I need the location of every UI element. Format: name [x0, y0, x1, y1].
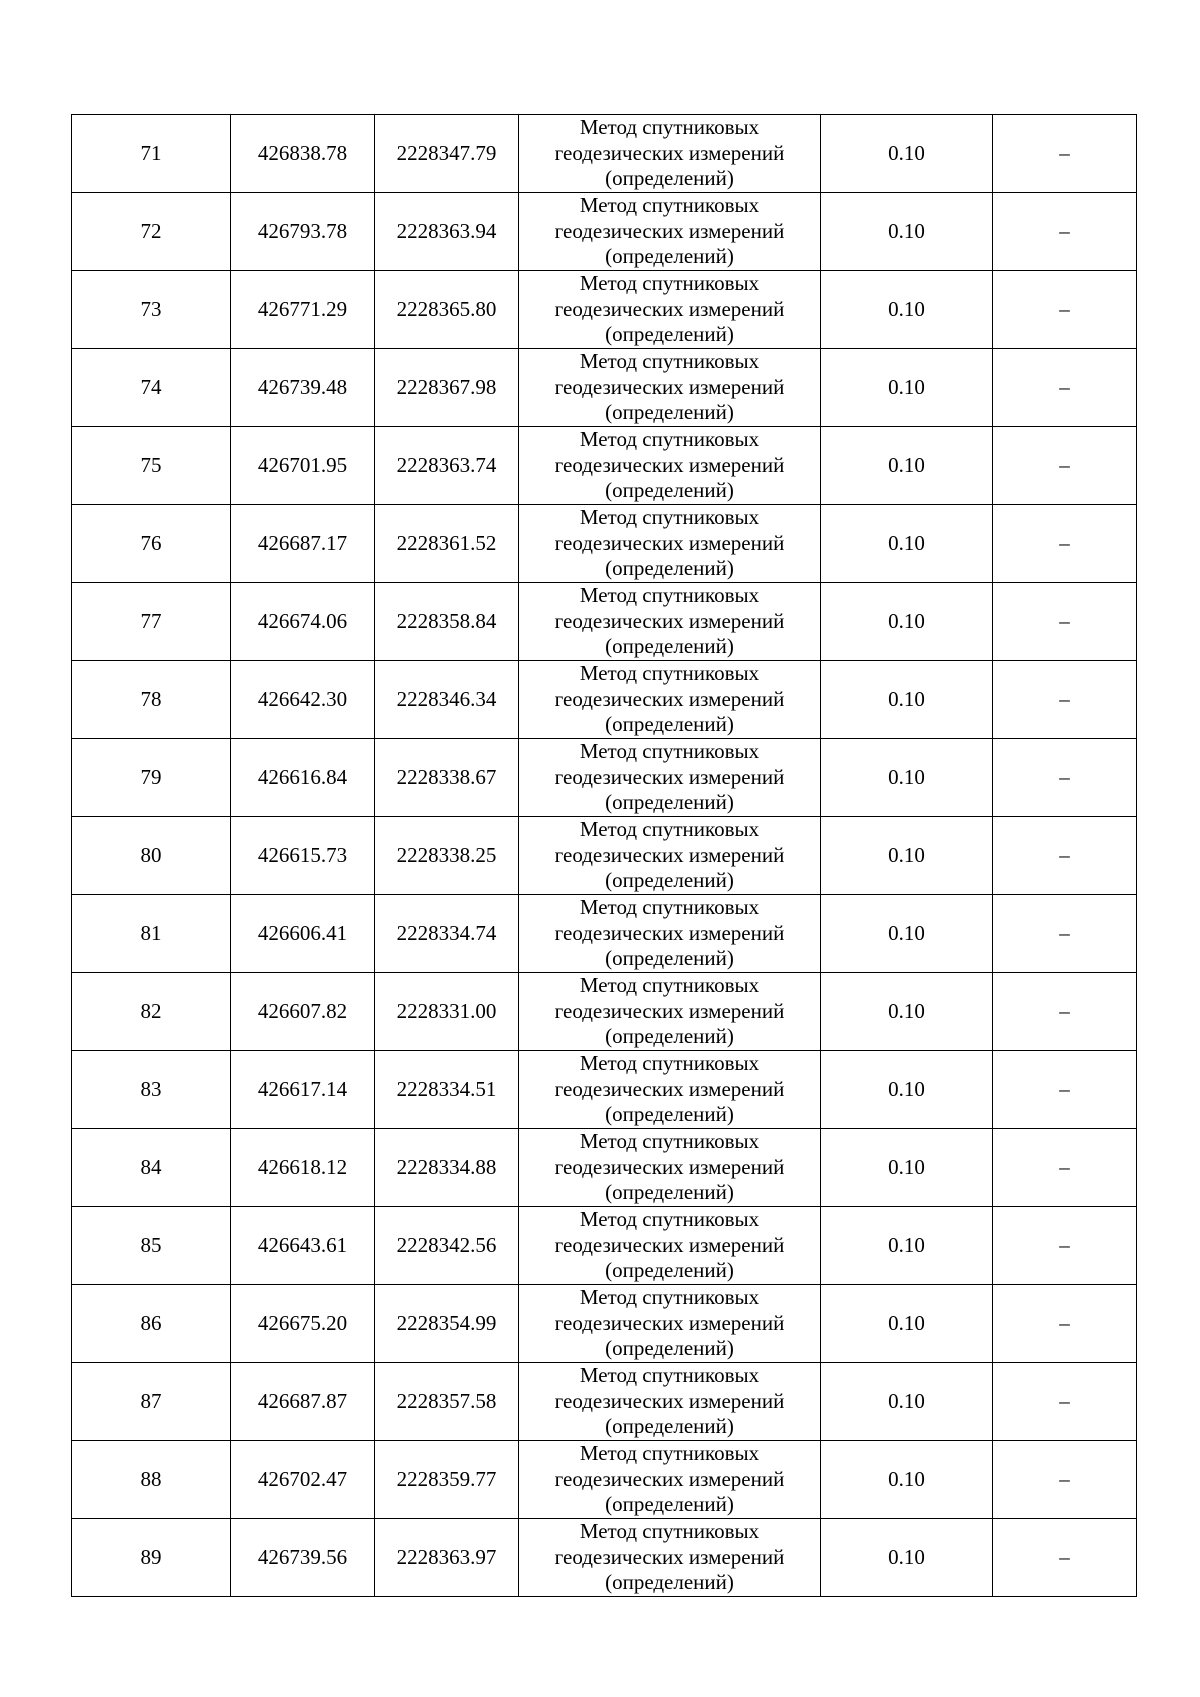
y-coordinate-cell: 2228363.97 — [375, 1519, 519, 1597]
method-line: геодезических измерений — [554, 920, 785, 945]
method-line: геодезических измерений — [554, 452, 785, 477]
point-number-cell: 84 — [72, 1129, 231, 1207]
y-coordinate-cell: 2228358.84 — [375, 583, 519, 661]
point-number-cell: 79 — [72, 739, 231, 817]
accuracy-cell: 0.10 — [821, 115, 993, 193]
method-cell — [519, 1363, 821, 1441]
table-row — [72, 973, 1137, 1051]
x-coordinate-cell: 426607.82 — [231, 973, 375, 1051]
method-line: геодезических измерений — [554, 1388, 785, 1413]
method-line: (определений) — [605, 1570, 734, 1595]
method-line: Метод спутниковых — [579, 505, 760, 530]
dash-cell: – — [993, 1363, 1137, 1441]
accuracy-cell: 0.10 — [821, 817, 993, 895]
method-line: Метод спутниковых — [579, 271, 760, 296]
table-row — [72, 193, 1137, 271]
method-cell — [519, 349, 821, 427]
x-coordinate-cell: 426615.73 — [231, 817, 375, 895]
method-line: (определений) — [605, 1258, 734, 1283]
y-coordinate-cell: 2228354.99 — [375, 1285, 519, 1363]
y-coordinate-cell: 2228334.51 — [375, 1051, 519, 1129]
method-line: геодезических измерений — [554, 1466, 785, 1491]
method-line: (определений) — [605, 1492, 734, 1517]
point-number-cell: 83 — [72, 1051, 231, 1129]
method-cell — [519, 115, 821, 193]
dash-cell: – — [993, 661, 1137, 739]
x-coordinate-cell: 426675.20 — [231, 1285, 375, 1363]
point-number-cell: 74 — [72, 349, 231, 427]
method-cell — [519, 193, 821, 271]
y-coordinate-cell: 2228342.56 — [375, 1207, 519, 1285]
dash-cell: – — [993, 505, 1137, 583]
table-row — [72, 895, 1137, 973]
method-line: Метод спутниковых — [579, 817, 760, 842]
y-coordinate-cell: 2228334.88 — [375, 1129, 519, 1207]
dash-cell: – — [993, 583, 1137, 661]
accuracy-cell: 0.10 — [821, 271, 993, 349]
dash-cell: – — [993, 271, 1137, 349]
point-number-cell: 89 — [72, 1519, 231, 1597]
method-line: Метод спутниковых — [579, 1363, 760, 1388]
table-row — [72, 583, 1137, 661]
point-number-cell: 80 — [72, 817, 231, 895]
table-row — [72, 1207, 1137, 1285]
coordinates-table — [71, 114, 1137, 1597]
accuracy-cell: 0.10 — [821, 895, 993, 973]
x-coordinate-cell: 426674.06 — [231, 583, 375, 661]
method-cell — [519, 895, 821, 973]
table-row — [72, 661, 1137, 739]
method-line: (определений) — [605, 946, 734, 971]
point-number-cell: 82 — [72, 973, 231, 1051]
point-number-cell: 87 — [72, 1363, 231, 1441]
method-line: геодезических измерений — [554, 530, 785, 555]
method-line: (определений) — [605, 1414, 734, 1439]
method-cell — [519, 817, 821, 895]
x-coordinate-cell: 426701.95 — [231, 427, 375, 505]
method-cell — [519, 739, 821, 817]
table-row — [72, 349, 1137, 427]
x-coordinate-cell: 426617.14 — [231, 1051, 375, 1129]
accuracy-cell: 0.10 — [821, 1207, 993, 1285]
accuracy-cell: 0.10 — [821, 1363, 993, 1441]
table-row — [72, 1441, 1137, 1519]
method-line: Метод спутниковых — [579, 973, 760, 998]
accuracy-cell: 0.10 — [821, 1051, 993, 1129]
method-line: геодезических измерений — [554, 842, 785, 867]
method-cell — [519, 583, 821, 661]
method-line: Метод спутниковых — [579, 895, 760, 920]
table-row — [72, 115, 1137, 193]
accuracy-cell: 0.10 — [821, 193, 993, 271]
y-coordinate-cell: 2228334.74 — [375, 895, 519, 973]
method-line: Метод спутниковых — [579, 583, 760, 608]
coordinates-table-body — [72, 115, 1137, 1597]
accuracy-cell: 0.10 — [821, 739, 993, 817]
accuracy-cell: 0.10 — [821, 1519, 993, 1597]
method-cell — [519, 1051, 821, 1129]
dash-cell: – — [993, 895, 1137, 973]
accuracy-cell: 0.10 — [821, 583, 993, 661]
point-number-cell: 71 — [72, 115, 231, 193]
table-row — [72, 427, 1137, 505]
dash-cell: – — [993, 1285, 1137, 1363]
method-line: геодезических измерений — [554, 1544, 785, 1569]
method-line: (определений) — [605, 400, 734, 425]
x-coordinate-cell: 426618.12 — [231, 1129, 375, 1207]
method-line: геодезических измерений — [554, 998, 785, 1023]
y-coordinate-cell: 2228331.00 — [375, 973, 519, 1051]
point-number-cell: 86 — [72, 1285, 231, 1363]
table-row — [72, 1285, 1137, 1363]
x-coordinate-cell: 426771.29 — [231, 271, 375, 349]
accuracy-cell: 0.10 — [821, 661, 993, 739]
point-number-cell: 76 — [72, 505, 231, 583]
x-coordinate-cell: 426606.41 — [231, 895, 375, 973]
table-row — [72, 1129, 1137, 1207]
y-coordinate-cell: 2228363.74 — [375, 427, 519, 505]
method-line: геодезических измерений — [554, 1310, 785, 1335]
method-line: Метод спутниковых — [579, 427, 760, 452]
dash-cell: – — [993, 973, 1137, 1051]
method-line: Метод спутниковых — [579, 1519, 760, 1544]
y-coordinate-cell: 2228361.52 — [375, 505, 519, 583]
dash-cell: – — [993, 739, 1137, 817]
method-line: (определений) — [605, 556, 734, 581]
accuracy-cell: 0.10 — [821, 1441, 993, 1519]
method-line: геодезических измерений — [554, 218, 785, 243]
dash-cell: – — [993, 1129, 1137, 1207]
x-coordinate-cell: 426687.17 — [231, 505, 375, 583]
method-line: (определений) — [605, 478, 734, 503]
x-coordinate-cell: 426793.78 — [231, 193, 375, 271]
x-coordinate-cell: 426616.84 — [231, 739, 375, 817]
method-line: геодезических измерений — [554, 1076, 785, 1101]
method-line: геодезических измерений — [554, 1154, 785, 1179]
accuracy-cell: 0.10 — [821, 1285, 993, 1363]
dash-cell: – — [993, 817, 1137, 895]
method-cell — [519, 1129, 821, 1207]
point-number-cell: 73 — [72, 271, 231, 349]
x-coordinate-cell: 426739.48 — [231, 349, 375, 427]
method-line: Метод спутниковых — [579, 1051, 760, 1076]
point-number-cell: 75 — [72, 427, 231, 505]
dash-cell: – — [993, 193, 1137, 271]
y-coordinate-cell: 2228346.34 — [375, 661, 519, 739]
method-line: (определений) — [605, 790, 734, 815]
method-line: (определений) — [605, 244, 734, 269]
dash-cell: – — [993, 1441, 1137, 1519]
dash-cell: – — [993, 115, 1137, 193]
method-line: (определений) — [605, 1102, 734, 1127]
x-coordinate-cell: 426687.87 — [231, 1363, 375, 1441]
table-row — [72, 817, 1137, 895]
method-line: Метод спутниковых — [579, 1129, 760, 1154]
accuracy-cell: 0.10 — [821, 505, 993, 583]
method-cell — [519, 973, 821, 1051]
dash-cell: – — [993, 1519, 1137, 1597]
table-row — [72, 1051, 1137, 1129]
y-coordinate-cell: 2228347.79 — [375, 115, 519, 193]
method-line: (определений) — [605, 322, 734, 347]
dash-cell: – — [993, 1051, 1137, 1129]
method-line: геодезических измерений — [554, 764, 785, 789]
y-coordinate-cell: 2228363.94 — [375, 193, 519, 271]
table-row — [72, 505, 1137, 583]
method-line: Метод спутниковых — [579, 1207, 760, 1232]
x-coordinate-cell: 426642.30 — [231, 661, 375, 739]
y-coordinate-cell: 2228367.98 — [375, 349, 519, 427]
x-coordinate-cell: 426702.47 — [231, 1441, 375, 1519]
y-coordinate-cell: 2228365.80 — [375, 271, 519, 349]
table-row — [72, 271, 1137, 349]
method-line: (определений) — [605, 166, 734, 191]
method-line: (определений) — [605, 712, 734, 737]
method-cell — [519, 1207, 821, 1285]
x-coordinate-cell: 426643.61 — [231, 1207, 375, 1285]
method-line: Метод спутниковых — [579, 1285, 760, 1310]
point-number-cell: 77 — [72, 583, 231, 661]
accuracy-cell: 0.10 — [821, 1129, 993, 1207]
method-line: (определений) — [605, 1024, 734, 1049]
point-number-cell: 72 — [72, 193, 231, 271]
method-line: Метод спутниковых — [579, 1441, 760, 1466]
method-line: Метод спутниковых — [579, 739, 760, 764]
method-line: (определений) — [605, 1180, 734, 1205]
point-number-cell: 81 — [72, 895, 231, 973]
method-cell — [519, 427, 821, 505]
method-cell — [519, 661, 821, 739]
y-coordinate-cell: 2228357.58 — [375, 1363, 519, 1441]
method-line: геодезических измерений — [554, 686, 785, 711]
method-cell — [519, 271, 821, 349]
point-number-cell: 78 — [72, 661, 231, 739]
table-row — [72, 739, 1137, 817]
dash-cell: – — [993, 427, 1137, 505]
method-line: геодезических измерений — [554, 1232, 785, 1257]
method-line: геодезических измерений — [554, 374, 785, 399]
method-line: (определений) — [605, 634, 734, 659]
y-coordinate-cell: 2228338.67 — [375, 739, 519, 817]
method-line: (определений) — [605, 1336, 734, 1361]
method-cell — [519, 505, 821, 583]
method-line: геодезических измерений — [554, 608, 785, 633]
table-row — [72, 1519, 1137, 1597]
method-line: Метод спутниковых — [579, 349, 760, 374]
accuracy-cell: 0.10 — [821, 973, 993, 1051]
method-line: геодезических измерений — [554, 296, 785, 321]
table-row — [72, 1363, 1137, 1441]
accuracy-cell: 0.10 — [821, 427, 993, 505]
method-line: Метод спутниковых — [579, 115, 760, 140]
method-cell — [519, 1519, 821, 1597]
method-line: геодезических измерений — [554, 140, 785, 165]
x-coordinate-cell: 426739.56 — [231, 1519, 375, 1597]
point-number-cell: 88 — [72, 1441, 231, 1519]
point-number-cell: 85 — [72, 1207, 231, 1285]
y-coordinate-cell: 2228338.25 — [375, 817, 519, 895]
method-line: Метод спутниковых — [579, 661, 760, 686]
dash-cell: – — [993, 1207, 1137, 1285]
method-line: Метод спутниковых — [579, 193, 760, 218]
method-cell — [519, 1441, 821, 1519]
x-coordinate-cell: 426838.78 — [231, 115, 375, 193]
method-line: (определений) — [605, 868, 734, 893]
method-cell — [519, 1285, 821, 1363]
dash-cell: – — [993, 349, 1137, 427]
y-coordinate-cell: 2228359.77 — [375, 1441, 519, 1519]
accuracy-cell: 0.10 — [821, 349, 993, 427]
